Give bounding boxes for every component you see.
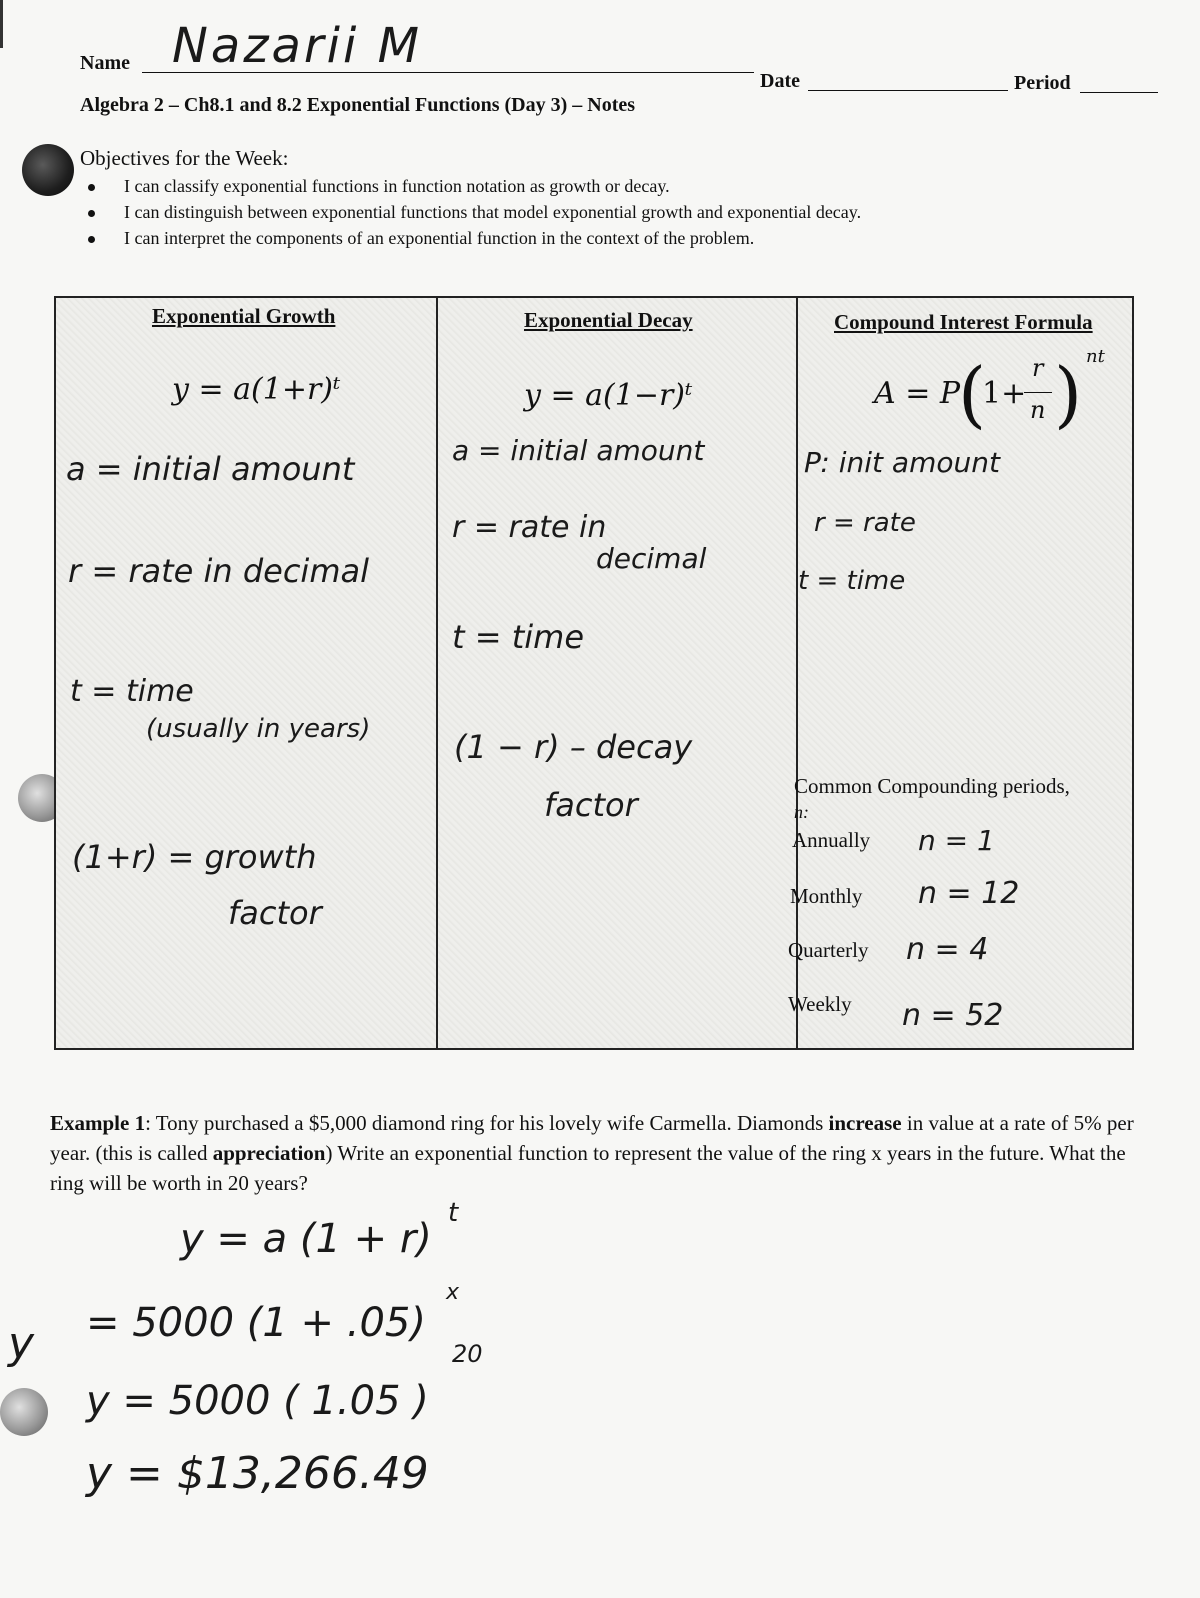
date-line bbox=[808, 90, 1008, 91]
example-label: Example 1 bbox=[50, 1111, 146, 1135]
period-label-annually: Annually bbox=[792, 828, 871, 852]
work-line-3: y = 5000 ( 1.05 ) bbox=[86, 1378, 429, 1424]
objectives-title: Objectives for the Week: bbox=[80, 146, 289, 170]
hole-punch-top bbox=[22, 144, 74, 196]
student-name-signature: Nazarii M bbox=[172, 18, 423, 74]
compound-formula bbox=[874, 346, 1124, 440]
bullet-dot bbox=[88, 236, 95, 243]
compound-formula-one: 1+ bbox=[982, 376, 1027, 411]
page-edge-mark bbox=[0, 0, 3, 48]
period-line bbox=[1080, 92, 1158, 93]
decay-formula: y = a(1−r)ᵗ bbox=[524, 378, 693, 413]
fraction-bar bbox=[1024, 392, 1052, 393]
work-line-4: y = $13,266.49 bbox=[86, 1448, 429, 1499]
compound-note-r: r = rate bbox=[814, 508, 916, 538]
paren-right-icon: ) bbox=[1054, 352, 1083, 436]
compound-formula-numerator: r bbox=[1032, 354, 1044, 382]
decay-factor-line2: factor bbox=[544, 786, 638, 824]
example-bold-appreciation: appreciation bbox=[212, 1141, 326, 1165]
decay-note-r-line2: decimal bbox=[596, 542, 707, 575]
hole-punch-bottom bbox=[0, 1388, 48, 1436]
growth-note-a: a = initial amount bbox=[66, 450, 355, 488]
decay-note-r-line1: r = rate in bbox=[452, 510, 607, 545]
example-text-part1: : Tony purchased a $5,000 diamond ring for his lovely wife Carmella. Diamonds bbox=[145, 1111, 829, 1135]
period-value-weekly: n = 52 bbox=[902, 998, 1004, 1033]
objective-item-2: I can distinguish between exponential functions that model exponential growth and exponential decay. bbox=[124, 202, 862, 222]
compounding-periods-title: Common Compounding periods, bbox=[794, 774, 1070, 798]
period-value-monthly: n = 12 bbox=[918, 876, 1020, 911]
growth-note-r: r = rate in decimal bbox=[68, 552, 369, 590]
compound-note-t: t = time bbox=[798, 566, 906, 596]
work-line-2-exponent-20: 20 bbox=[452, 1340, 483, 1368]
compound-heading: Compound Interest Formula bbox=[834, 310, 1093, 334]
decay-note-a: a = initial amount bbox=[452, 434, 705, 467]
work-line-2: = 5000 (1 + .05) bbox=[86, 1300, 426, 1346]
decay-factor-line1: (1 − r) – decay bbox=[454, 728, 693, 766]
objective-item-3: I can interpret the components of an exponential function in the context of the problem. bbox=[124, 228, 755, 248]
page-subtitle: Algebra 2 – Ch8.1 and 8.2 Exponential Functions (Day 3) – Notes bbox=[80, 94, 636, 116]
column-divider bbox=[436, 298, 438, 1048]
work-line-2-exponent: x bbox=[446, 1280, 460, 1305]
example-bold-increase: increase bbox=[828, 1111, 902, 1135]
work-line-1: y = a (1 + r) bbox=[180, 1216, 432, 1262]
decay-heading: Exponential Decay bbox=[524, 308, 693, 332]
example-text-part3: ) Write an exponential function to represent the value of the ring x years in the future. What the ring will be worth in 20 years? bbox=[50, 1141, 1126, 1195]
objective-item-1: I can classify exponential functions in function notation as growth or decay. bbox=[124, 176, 670, 196]
period-value-quarterly: n = 4 bbox=[906, 932, 989, 967]
growth-note-t-usually: (usually in years) bbox=[146, 714, 371, 744]
decay-note-t: t = time bbox=[452, 618, 584, 656]
compound-formula-lhs: A = P bbox=[874, 376, 961, 411]
bullet-dot bbox=[88, 184, 95, 191]
growth-factor-line1: (1+r) = growth bbox=[72, 838, 317, 876]
example-1-prompt bbox=[50, 1108, 1140, 1198]
formula-table bbox=[54, 296, 1134, 1050]
example-text-part2: in value at a rate of 5% per year. (this is called bbox=[50, 1111, 1134, 1165]
growth-formula: y = a(1+r)ᵗ bbox=[172, 372, 341, 407]
growth-heading: Exponential Growth bbox=[152, 304, 336, 328]
growth-factor-line2: factor bbox=[228, 894, 322, 932]
period-value-annually: n = 1 bbox=[918, 824, 995, 857]
period-label: Period bbox=[1014, 72, 1071, 94]
compounding-periods-var: n: bbox=[794, 802, 809, 822]
period-label-quarterly: Quarterly bbox=[788, 938, 869, 962]
bullet-dot bbox=[88, 210, 95, 217]
period-label-monthly: Monthly bbox=[790, 884, 863, 908]
compound-note-p: P: init amount bbox=[804, 446, 1000, 479]
name-label: Name bbox=[80, 52, 130, 74]
work-line-1-exponent: t bbox=[448, 1198, 459, 1228]
paren-left-icon: ( bbox=[958, 352, 987, 436]
compound-formula-exponent: nt bbox=[1086, 346, 1105, 367]
column-divider bbox=[796, 298, 798, 1048]
compound-formula-denominator: n bbox=[1030, 396, 1046, 424]
period-label-weekly: Weekly bbox=[788, 992, 852, 1016]
work-line-2-prefix: y bbox=[8, 1318, 35, 1369]
date-label: Date bbox=[760, 70, 800, 92]
growth-note-t: t = time bbox=[70, 674, 194, 709]
